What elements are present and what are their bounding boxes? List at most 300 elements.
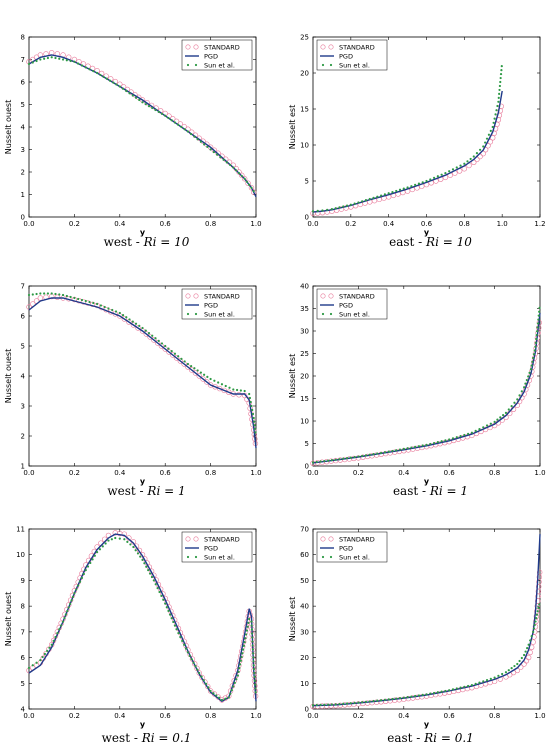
point-sun-et-al bbox=[139, 556, 141, 558]
x-tick-label: 0.0 bbox=[23, 220, 35, 228]
y-tick-label: 10 bbox=[300, 417, 309, 426]
x-tick-label: 0.6 bbox=[159, 220, 171, 228]
point-sun-et-al bbox=[361, 200, 363, 202]
x-axis-label: y bbox=[139, 720, 146, 729]
point-sun-et-al bbox=[245, 633, 247, 635]
point-sun-et-al bbox=[534, 349, 536, 351]
point-sun-et-al bbox=[246, 629, 248, 631]
point-sun-et-al bbox=[63, 617, 65, 619]
point-sun-et-al bbox=[490, 130, 492, 132]
point-sun-et-al bbox=[158, 111, 160, 113]
point-sun-et-al bbox=[418, 445, 420, 447]
point-sun-et-al bbox=[221, 383, 223, 385]
point-sun-et-al bbox=[229, 693, 231, 695]
point-sun-et-al bbox=[500, 69, 502, 71]
point-sun-et-al bbox=[166, 606, 168, 608]
point-sun-et-al bbox=[92, 302, 94, 304]
point-sun-et-al bbox=[138, 325, 140, 327]
point-sun-et-al bbox=[32, 61, 34, 63]
point-sun-et-al bbox=[216, 154, 218, 156]
point-sun-et-al bbox=[494, 118, 496, 120]
panel-caption bbox=[107, 484, 185, 498]
point-sun-et-al bbox=[250, 405, 252, 407]
x-tick-label: 0.0 bbox=[307, 469, 319, 477]
point-sun-et-al bbox=[52, 640, 54, 642]
point-sun-et-al bbox=[501, 65, 503, 67]
y-tick-label: 0 bbox=[304, 213, 309, 222]
point-sun-et-al bbox=[523, 386, 525, 388]
x-tick-label: 0.6 bbox=[443, 712, 455, 720]
point-sun-et-al bbox=[321, 209, 323, 211]
point-sun-et-al bbox=[255, 691, 257, 693]
point-sun-et-al bbox=[528, 644, 530, 646]
point-sun-et-al bbox=[429, 443, 431, 445]
x-tick-label: 0.4 bbox=[114, 469, 126, 477]
y-tick-label: 25 bbox=[300, 33, 309, 42]
point-sun-et-al bbox=[205, 683, 207, 685]
point-sun-et-al bbox=[508, 408, 510, 410]
point-sun-et-al bbox=[253, 672, 255, 674]
point-sun-et-al bbox=[354, 456, 356, 458]
point-sun-et-al bbox=[456, 166, 458, 168]
x-tick-label: 1.0 bbox=[250, 469, 262, 477]
legend-label: PGD bbox=[204, 301, 218, 310]
point-sun-et-al bbox=[200, 676, 202, 678]
point-sun-et-al bbox=[534, 624, 536, 626]
point-sun-et-al bbox=[236, 389, 238, 391]
point-sun-et-al bbox=[525, 650, 527, 652]
point-sun-et-al bbox=[174, 353, 176, 355]
point-sun-et-al bbox=[169, 613, 171, 615]
point-standard bbox=[38, 296, 43, 301]
point-sun-et-al bbox=[126, 541, 128, 543]
point-sun-et-al bbox=[516, 663, 518, 665]
x-tick-label: 0.4 bbox=[383, 220, 395, 228]
point-sun-et-al bbox=[518, 394, 520, 396]
point-sun-et-al bbox=[151, 335, 153, 337]
point-sun-et-al bbox=[206, 146, 208, 148]
point-sun-et-al bbox=[89, 562, 91, 564]
point-sun-et-al bbox=[513, 665, 515, 667]
point-sun-et-al bbox=[316, 461, 318, 463]
y-tick-label: 30 bbox=[300, 327, 309, 336]
point-sun-et-al bbox=[73, 297, 75, 299]
point-sun-et-al bbox=[62, 58, 64, 60]
point-sun-et-al bbox=[135, 97, 137, 99]
point-sun-et-al bbox=[476, 152, 478, 154]
point-sun-et-al bbox=[452, 437, 454, 439]
point-sun-et-al bbox=[141, 101, 143, 103]
point-sun-et-al bbox=[342, 205, 344, 207]
point-sun-et-al bbox=[496, 105, 498, 107]
point-sun-et-al bbox=[252, 648, 254, 650]
point-sun-et-al bbox=[384, 451, 386, 453]
point-sun-et-al bbox=[28, 667, 30, 669]
legend-label: STANDARD bbox=[339, 292, 375, 301]
x-tick-label: 0.2 bbox=[68, 220, 80, 228]
point-sun-et-al bbox=[530, 368, 532, 370]
point-sun-et-al bbox=[535, 617, 537, 619]
point-sun-et-al bbox=[316, 704, 318, 706]
point-sun-et-al bbox=[56, 632, 58, 634]
point-sun-et-al bbox=[54, 57, 56, 59]
point-sun-et-al bbox=[200, 141, 202, 143]
point-sun-et-al bbox=[145, 566, 147, 568]
point-sun-et-al bbox=[250, 620, 252, 622]
point-sun-et-al bbox=[247, 622, 249, 624]
legend-marker-sun bbox=[187, 313, 189, 315]
x-tick-label: 0.8 bbox=[489, 469, 501, 477]
point-sun-et-al bbox=[221, 699, 223, 701]
point-sun-et-al bbox=[380, 452, 382, 454]
point-sun-et-al bbox=[153, 579, 155, 581]
point-sun-et-al bbox=[494, 421, 496, 423]
point-sun-et-al bbox=[414, 446, 416, 448]
point-sun-et-al bbox=[253, 664, 255, 666]
point-sun-et-al bbox=[535, 342, 537, 344]
y-tick-label: 6 bbox=[20, 78, 25, 87]
point-sun-et-al bbox=[338, 703, 340, 705]
point-sun-et-al bbox=[251, 636, 253, 638]
legend-marker-sun bbox=[195, 556, 197, 558]
point-sun-et-al bbox=[437, 691, 439, 693]
point-sun-et-al bbox=[183, 644, 185, 646]
point-sun-et-al bbox=[151, 576, 153, 578]
point-sun-et-al bbox=[148, 105, 150, 107]
point-sun-et-al bbox=[32, 664, 34, 666]
point-sun-et-al bbox=[235, 169, 237, 171]
point-sun-et-al bbox=[323, 460, 325, 462]
point-sun-et-al bbox=[177, 355, 179, 357]
point-sun-et-al bbox=[141, 559, 143, 561]
point-sun-et-al bbox=[43, 292, 45, 294]
point-sun-et-al bbox=[399, 448, 401, 450]
caption-prefix: west - bbox=[107, 484, 148, 498]
y-tick-label: 20 bbox=[300, 372, 309, 381]
x-tick-label: 0.2 bbox=[68, 469, 80, 477]
point-sun-et-al bbox=[96, 72, 98, 74]
point-sun-et-al bbox=[244, 178, 246, 180]
point-sun-et-al bbox=[235, 678, 237, 680]
point-sun-et-al bbox=[253, 417, 255, 419]
point-sun-et-al bbox=[180, 358, 182, 360]
point-sun-et-al bbox=[479, 149, 481, 151]
legend bbox=[317, 40, 387, 70]
x-tick-label: 1.0 bbox=[496, 220, 508, 228]
point-sun-et-al bbox=[537, 318, 539, 320]
x-axis-label: y bbox=[139, 228, 146, 237]
point-sun-et-al bbox=[486, 138, 488, 140]
point-sun-et-al bbox=[35, 293, 37, 295]
point-sun-et-al bbox=[207, 686, 209, 688]
point-sun-et-al bbox=[532, 357, 534, 359]
point-sun-et-al bbox=[532, 631, 534, 633]
point-sun-et-al bbox=[62, 620, 64, 622]
point-sun-et-al bbox=[225, 385, 227, 387]
point-sun-et-al bbox=[87, 565, 89, 567]
point-sun-et-al bbox=[232, 685, 234, 687]
point-sun-et-al bbox=[145, 329, 147, 331]
point-sun-et-al bbox=[226, 161, 228, 163]
point-sun-et-al bbox=[39, 659, 41, 661]
point-sun-et-al bbox=[508, 669, 510, 671]
legend-label: STANDARD bbox=[339, 43, 375, 52]
point-sun-et-al bbox=[60, 624, 62, 626]
point-sun-et-al bbox=[369, 454, 371, 456]
y-tick-label: 4 bbox=[20, 123, 25, 132]
point-sun-et-al bbox=[496, 419, 498, 421]
y-tick-label: 40 bbox=[300, 282, 309, 291]
point-sun-et-al bbox=[35, 60, 37, 62]
point-sun-et-al bbox=[77, 584, 79, 586]
point-sun-et-al bbox=[414, 184, 416, 186]
point-sun-et-al bbox=[83, 573, 85, 575]
y-tick-label: 10 bbox=[16, 551, 25, 560]
point-sun-et-al bbox=[254, 428, 256, 430]
point-sun-et-al bbox=[444, 690, 446, 692]
point-sun-et-al bbox=[501, 673, 503, 675]
x-tick-label: 0.0 bbox=[23, 469, 35, 477]
point-sun-et-al bbox=[242, 648, 244, 650]
y-tick-label: 9 bbox=[20, 576, 25, 585]
y-tick-label: 20 bbox=[300, 69, 309, 78]
point-sun-et-al bbox=[70, 599, 72, 601]
point-sun-et-al bbox=[251, 409, 253, 411]
y-tick-label: 1 bbox=[20, 462, 25, 471]
point-sun-et-al bbox=[137, 552, 139, 554]
point-sun-et-al bbox=[335, 703, 337, 705]
y-axis-label: Nusselt est bbox=[288, 353, 297, 399]
point-sun-et-al bbox=[250, 401, 252, 403]
point-sun-et-al bbox=[497, 675, 499, 677]
y-axis-label: Nusselt est bbox=[288, 104, 297, 150]
point-sun-et-al bbox=[231, 689, 233, 691]
point-sun-et-al bbox=[253, 421, 255, 423]
x-axis-label: y bbox=[139, 477, 146, 486]
point-sun-et-al bbox=[327, 704, 329, 706]
legend-label: STANDARD bbox=[204, 292, 240, 301]
point-sun-et-al bbox=[459, 164, 461, 166]
x-tick-label: 0.8 bbox=[205, 712, 217, 720]
point-sun-et-al bbox=[448, 438, 450, 440]
point-sun-et-al bbox=[132, 320, 134, 322]
point-sun-et-al bbox=[482, 145, 484, 147]
point-sun-et-al bbox=[365, 199, 367, 201]
point-sun-et-al bbox=[470, 158, 472, 160]
point-sun-et-al bbox=[425, 693, 427, 695]
point-sun-et-al bbox=[482, 426, 484, 428]
point-sun-et-al bbox=[388, 698, 390, 700]
legend-label: Sun et al. bbox=[204, 310, 235, 319]
y-tick-label: 10 bbox=[300, 141, 309, 150]
panel-caption bbox=[387, 731, 474, 745]
point-sun-et-al bbox=[219, 156, 221, 158]
point-sun-et-al bbox=[81, 577, 83, 579]
point-sun-et-al bbox=[354, 702, 356, 704]
point-sun-et-al bbox=[114, 537, 116, 539]
point-sun-et-al bbox=[410, 695, 412, 697]
point-sun-et-al bbox=[505, 412, 507, 414]
point-sun-et-al bbox=[72, 596, 74, 598]
point-sun-et-al bbox=[319, 704, 321, 706]
legend-marker-sun bbox=[322, 64, 324, 66]
point-sun-et-al bbox=[433, 692, 435, 694]
point-sun-et-al bbox=[437, 175, 439, 177]
point-sun-et-al bbox=[91, 558, 93, 560]
y-tick-label: 40 bbox=[300, 602, 309, 611]
point-sun-et-al bbox=[538, 315, 540, 317]
point-sun-et-al bbox=[100, 304, 102, 306]
point-sun-et-al bbox=[198, 672, 200, 674]
x-tick-label: 0.0 bbox=[23, 712, 35, 720]
point-sun-et-al bbox=[106, 78, 108, 80]
point-sun-et-al bbox=[346, 205, 348, 207]
point-sun-et-al bbox=[536, 330, 538, 332]
y-tick-label: 5 bbox=[304, 177, 309, 186]
point-sun-et-al bbox=[395, 449, 397, 451]
point-sun-et-al bbox=[58, 58, 60, 60]
legend-label: STANDARD bbox=[339, 535, 375, 544]
point-sun-et-al bbox=[429, 693, 431, 695]
point-sun-et-al bbox=[502, 414, 504, 416]
point-sun-et-al bbox=[376, 196, 378, 198]
point-sun-et-al bbox=[66, 610, 68, 612]
x-tick-label: 0.6 bbox=[443, 469, 455, 477]
point-sun-et-al bbox=[537, 607, 539, 609]
point-sun-et-al bbox=[148, 332, 150, 334]
point-sun-et-al bbox=[478, 682, 480, 684]
point-sun-et-al bbox=[410, 185, 412, 187]
legend-marker-sun bbox=[195, 64, 197, 66]
point-sun-et-al bbox=[147, 569, 149, 571]
point-sun-et-al bbox=[312, 461, 314, 463]
point-sun-et-al bbox=[241, 652, 243, 654]
point-sun-et-al bbox=[452, 688, 454, 690]
x-tick-label: 1.0 bbox=[250, 220, 262, 228]
point-sun-et-al bbox=[115, 83, 117, 85]
point-sun-et-al bbox=[112, 82, 114, 84]
point-sun-et-al bbox=[406, 447, 408, 449]
point-sun-et-al bbox=[335, 207, 337, 209]
point-sun-et-al bbox=[190, 365, 192, 367]
point-sun-et-al bbox=[444, 439, 446, 441]
point-sun-et-al bbox=[215, 694, 217, 696]
point-sun-et-al bbox=[456, 687, 458, 689]
point-sun-et-al bbox=[85, 66, 87, 68]
point-sun-et-al bbox=[312, 704, 314, 706]
point-sun-et-al bbox=[388, 451, 390, 453]
point-sun-et-al bbox=[51, 56, 53, 58]
point-sun-et-al bbox=[42, 656, 44, 658]
point-sun-et-al bbox=[253, 190, 255, 192]
point-sun-et-al bbox=[376, 700, 378, 702]
legend-label: PGD bbox=[204, 544, 218, 553]
y-tick-label: 2 bbox=[20, 168, 25, 177]
point-sun-et-al bbox=[44, 653, 46, 655]
point-sun-et-al bbox=[210, 378, 212, 380]
y-tick-label: 4 bbox=[20, 705, 25, 714]
point-sun-et-al bbox=[521, 657, 523, 659]
point-sun-et-al bbox=[365, 701, 367, 703]
legend-label: PGD bbox=[339, 301, 353, 310]
point-sun-et-al bbox=[429, 178, 431, 180]
point-sun-et-al bbox=[521, 390, 523, 392]
point-sun-et-al bbox=[319, 460, 321, 462]
chart-panel-2 bbox=[288, 34, 546, 250]
point-sun-et-al bbox=[493, 122, 495, 124]
caption-math: Ri = 1 bbox=[147, 484, 186, 498]
point-sun-et-al bbox=[395, 697, 397, 699]
point-sun-et-al bbox=[177, 124, 179, 126]
point-sun-et-al bbox=[99, 74, 101, 76]
point-sun-et-al bbox=[125, 316, 127, 318]
point-sun-et-al bbox=[96, 303, 98, 305]
point-sun-et-al bbox=[252, 413, 254, 415]
point-sun-et-al bbox=[28, 63, 30, 65]
point-sun-et-al bbox=[350, 457, 352, 459]
legend-marker-sun bbox=[330, 313, 332, 315]
point-sun-et-al bbox=[251, 624, 253, 626]
point-sun-et-al bbox=[187, 130, 189, 132]
x-tick-label: 0.2 bbox=[345, 220, 357, 228]
x-tick-label: 0.8 bbox=[205, 220, 217, 228]
legend-marker-sun bbox=[322, 556, 324, 558]
point-sun-et-al bbox=[252, 656, 254, 658]
point-sun-et-al bbox=[317, 210, 319, 212]
point-sun-et-al bbox=[433, 442, 435, 444]
point-sun-et-al bbox=[213, 151, 215, 153]
point-sun-et-al bbox=[441, 440, 443, 442]
y-tick-label: 5 bbox=[304, 440, 309, 448]
point-sun-et-al bbox=[77, 298, 79, 300]
point-sun-et-al bbox=[102, 545, 104, 547]
point-sun-et-al bbox=[248, 393, 250, 395]
point-sun-et-al bbox=[115, 310, 117, 312]
point-sun-et-al bbox=[158, 340, 160, 342]
point-sun-et-al bbox=[132, 94, 134, 96]
point-sun-et-al bbox=[222, 159, 224, 161]
point-sun-et-al bbox=[229, 164, 231, 166]
point-sun-et-al bbox=[203, 143, 205, 145]
point-sun-et-al bbox=[463, 163, 465, 165]
point-sun-et-al bbox=[357, 201, 359, 203]
x-tick-label: 0.4 bbox=[398, 712, 410, 720]
legend-marker-sun bbox=[322, 313, 324, 315]
point-sun-et-al bbox=[531, 364, 533, 366]
point-sun-et-al bbox=[62, 294, 64, 296]
point-sun-et-al bbox=[350, 204, 352, 206]
point-sun-et-al bbox=[228, 387, 230, 389]
y-tick-label: 6 bbox=[20, 654, 25, 663]
y-tick-label: 10 bbox=[300, 679, 309, 688]
point-sun-et-al bbox=[531, 361, 533, 363]
point-sun-et-al bbox=[536, 334, 538, 336]
legend-label: Sun et al. bbox=[339, 310, 370, 319]
point-sun-et-al bbox=[499, 416, 501, 418]
point-sun-et-al bbox=[191, 658, 193, 660]
point-sun-et-al bbox=[145, 103, 147, 105]
point-sun-et-al bbox=[448, 689, 450, 691]
point-sun-et-al bbox=[372, 453, 374, 455]
point-sun-et-al bbox=[369, 198, 371, 200]
point-sun-et-al bbox=[425, 180, 427, 182]
point-sun-et-al bbox=[224, 698, 226, 700]
point-sun-et-al bbox=[119, 538, 121, 540]
point-sun-et-al bbox=[65, 613, 67, 615]
series-line-pgd bbox=[313, 313, 540, 463]
point-sun-et-al bbox=[75, 588, 77, 590]
point-sun-et-al bbox=[240, 389, 242, 391]
